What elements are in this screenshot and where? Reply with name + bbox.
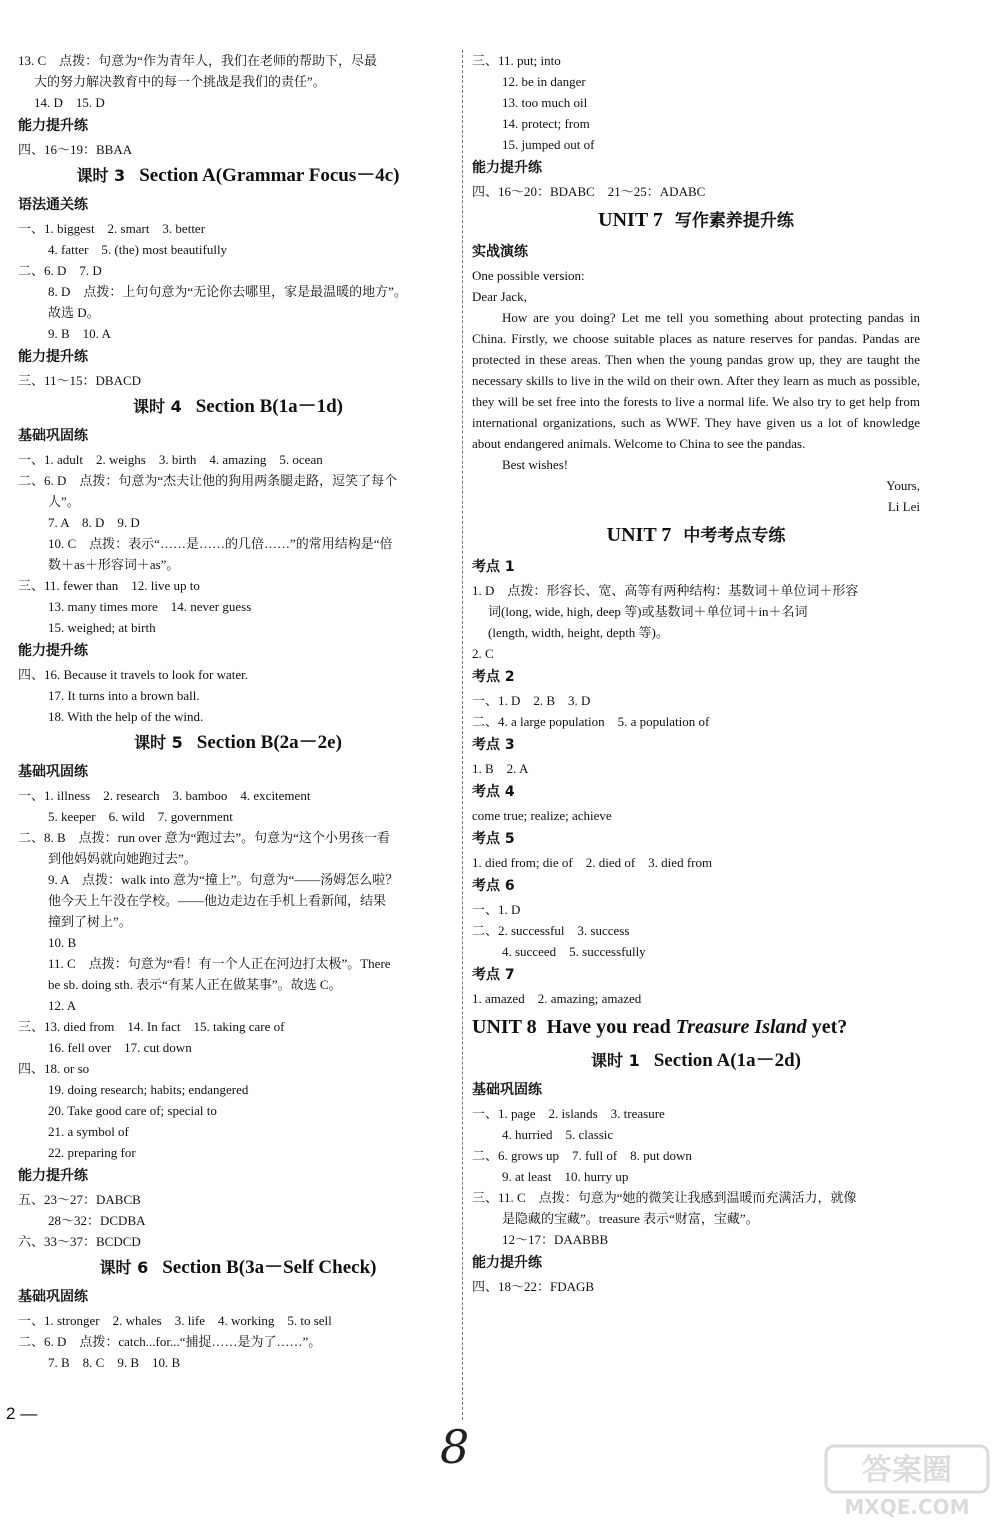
answer-line: 12～17：DAABBB xyxy=(502,1232,609,1247)
answer-line: 到他妈妈就向她跑过去”。 xyxy=(48,851,197,866)
answer-line: 四、16～20：BDABC 21～25：ADABC xyxy=(472,184,706,199)
answer-line: 二、6. D 点拨：catch...for...“捕捉……是为了……”。 xyxy=(18,1334,322,1349)
answer-line: 二、6. D 点拨：句意为“杰夫让他的狗用两条腿走路，逗笑了每个 xyxy=(18,473,398,488)
left-column xyxy=(18,50,458,1373)
answer-line: 12. A xyxy=(48,998,77,1013)
letter-closing: Best wishes! xyxy=(502,457,569,472)
section-heading: 基础巩固练 xyxy=(18,428,88,444)
lesson-section: Section A(Grammar Focus－4c) xyxy=(139,165,400,186)
lesson-section: Section A(1a－2d) xyxy=(653,1050,801,1071)
answer-line: 故选 D。 xyxy=(48,305,100,320)
exam-point-heading: 考点 4 xyxy=(472,784,515,800)
answer-line: 六、33～37：BCDCD xyxy=(18,1234,141,1249)
answer-line: 4. fatter 5. (the) most beautifully xyxy=(48,242,228,257)
answer-line: 16. fell over 17. cut down xyxy=(48,1040,192,1055)
lesson-section: Section B(3a－Self Check) xyxy=(162,1257,377,1278)
answer-line: 15. jumped out of xyxy=(502,137,595,152)
unit-title xyxy=(472,517,920,554)
answer-line: 一、1. D 2. B 3. D xyxy=(472,693,591,708)
exam-point-heading: 考点 2 xyxy=(472,669,515,685)
answer-line: 19. doing research; habits; endangered xyxy=(48,1082,249,1097)
answer-line: 14. D 15. D xyxy=(34,95,105,110)
answer-line: come true; realize; achieve xyxy=(472,808,612,823)
answer-line: 撞到了树上”。 xyxy=(48,914,132,929)
letter-intro: One possible version: xyxy=(472,268,585,283)
answer-line: 15. weighed; at birth xyxy=(48,620,156,635)
answer-line: 一、1. illness 2. research 3. bamboo 4. excitement xyxy=(18,788,311,803)
section-heading: 语法通关练 xyxy=(18,197,88,213)
answer-line: 三、11. fewer than 12. live up to xyxy=(18,578,200,593)
answer-line: 11. C 点拨：句意为“看！有一个人正在河边打太极”。There xyxy=(48,956,391,971)
answer-line: 9. at least 10. hurry up xyxy=(502,1169,629,1184)
answer-line: 4. succeed 5. successfully xyxy=(502,944,646,959)
answer-line: 一、1. biggest 2. smart 3. better xyxy=(18,221,206,236)
answer-line: 大的努力解决教育中的每一个挑战是我们的责任”。 xyxy=(34,74,326,89)
unit-title xyxy=(472,202,920,239)
answer-line: 1. B 2. A xyxy=(472,761,529,776)
answer-line: 三、11～15：DBACD xyxy=(18,373,142,388)
answer-line: 五、23～27：DABCB xyxy=(18,1192,141,1207)
answer-line: (length, width, height, depth 等)。 xyxy=(488,625,669,640)
unit-number: UNIT 8 xyxy=(472,1016,537,1038)
answer-line: 四、18. or so xyxy=(18,1061,90,1076)
watermark-text: 答案圈 xyxy=(862,1453,952,1488)
answer-line: 18. With the help of the wind. xyxy=(48,709,204,724)
letter-body: How are you doing? Let me tell you something about protecting pandas in China. Firstly, we choose suitable places as nature reserves for pandas. Pandas are protected in these areas. Then when the young pandas grow up, they are taught the necessary skills to live in the wild on their own. After they learn as much as possible, they will be set free into the forests to live a normal life. We also try to get help from international organizations, such as WWF. They have given us a lot of knowledge about endangered animals. Welcome to China to see the pandas. xyxy=(472,310,920,451)
answer-line: 7. B 8. C 9. B 10. B xyxy=(48,1355,181,1370)
letter-signer: Li Lei xyxy=(887,499,920,514)
answer-line: 1. D 点拨：形容长、宽、高等有两种结构：基数词＋单位词＋形容 xyxy=(472,583,859,598)
unit-title-part: yet? xyxy=(806,1016,848,1038)
answer-line: 10. B xyxy=(48,935,77,950)
lesson-title xyxy=(18,391,458,423)
answer-line: 二、2. successful 3. success xyxy=(472,923,630,938)
exam-point-heading: 考点 6 xyxy=(472,878,515,894)
answer-line: 14. protect; from xyxy=(502,116,590,131)
exam-point-heading: 考点 5 xyxy=(472,831,515,847)
answer-line: 13. C 点拨：句意为“作为青年人，我们在老师的帮助下，尽最 xyxy=(18,53,377,68)
answer-line: 9. A 点拨：walk into 意为“撞上”。句意为“——汤姆怎么啦？ xyxy=(48,872,399,887)
answer-line: 21. a symbol of xyxy=(48,1124,129,1139)
lesson-section: Section B(2a－2e) xyxy=(196,732,342,753)
answer-line: 一、1. stronger 2. whales 3. life 4. working 5. to sell xyxy=(18,1313,332,1328)
right-column xyxy=(472,50,920,1297)
answer-line: 一、1. D xyxy=(472,902,521,917)
lesson-number: 课时 3 xyxy=(76,166,126,185)
answer-line: 22. preparing for xyxy=(48,1145,136,1160)
lesson-number: 课时 6 xyxy=(99,1258,149,1277)
answer-line: 1. amazed 2. amazing; amazed xyxy=(472,991,642,1006)
lesson-number: 课时 4 xyxy=(133,397,182,416)
answer-line: 2. C xyxy=(472,646,494,661)
watermark-logo xyxy=(822,1442,992,1520)
lesson-title xyxy=(18,727,458,759)
answer-line: 10. C 点拨：表示“……是……的几倍……”的常用结构是“倍 xyxy=(48,536,393,551)
answer-line: 四、18～22：FDAGB xyxy=(472,1279,595,1294)
answer-line: 他今天上午没在学校。——他边走边在手机上看新闻，结果 xyxy=(48,893,387,908)
section-heading: 基础巩固练 xyxy=(18,1289,88,1305)
exam-point-heading: 考点 7 xyxy=(472,967,515,983)
watermark-url: MXQE.COM xyxy=(844,1495,970,1519)
exam-point-heading: 考点 1 xyxy=(472,559,515,575)
lesson-section: Section B(1a－1d) xyxy=(195,396,343,417)
section-heading: 基础巩固练 xyxy=(18,764,88,780)
letter-yours: Yours, xyxy=(886,478,920,493)
section-heading: 实战演练 xyxy=(472,244,528,260)
answer-line: 三、13. died from 14. In fact 15. taking care of xyxy=(18,1019,285,1034)
lesson-title xyxy=(18,1252,458,1284)
answer-line: 人”。 xyxy=(48,494,80,509)
answer-line: 5. keeper 6. wild 7. government xyxy=(48,809,233,824)
answer-line: 一、1. adult 2. weighs 3. birth 4. amazing 5. ocean xyxy=(18,452,323,467)
section-heading: 基础巩固练 xyxy=(472,1082,542,1098)
answer-line: 四、16. Because it travels to look for water. xyxy=(18,667,248,682)
answer-line: 13. many times more 14. never guess xyxy=(48,599,252,614)
answer-line: 二、4. a large population 5. a population of xyxy=(472,714,710,729)
section-heading: 能力提升练 xyxy=(472,1255,542,1271)
letter-salutation: Dear Jack, xyxy=(472,289,527,304)
unit-title-part: Have you read xyxy=(546,1016,676,1038)
answer-line: 一、1. page 2. islands 3. treasure xyxy=(472,1106,665,1121)
answer-line: 7. A 8. D 9. D xyxy=(48,515,140,530)
answer-line: 二、6. D 7. D xyxy=(18,263,102,278)
answer-line: 是隐藏的宝藏”。treasure 表示“财富，宝藏”。 xyxy=(502,1211,759,1226)
answer-line: 8. D 点拨：上句句意为“无论你去哪里，家是最温暖的地方”。 xyxy=(48,284,407,299)
answer-line: 12. be in danger xyxy=(502,74,586,89)
lesson-title xyxy=(472,1045,920,1077)
unit-8-title xyxy=(472,1009,920,1045)
unit-subtitle: 写作素养提升练 xyxy=(674,211,794,231)
unit-subtitle: 中考考点专练 xyxy=(683,526,786,546)
section-heading: 能力提升练 xyxy=(472,160,542,176)
answer-line: 13. too much oil xyxy=(502,95,588,110)
answer-line: 三、11. put; into xyxy=(472,53,561,68)
section-heading: 能力提升练 xyxy=(18,643,88,659)
answer-line: 9. B 10. A xyxy=(48,326,111,341)
answer-line: 1. died from; die of 2. died of 3. died from xyxy=(472,855,713,870)
answer-line: 数＋as＋形容词＋as”。 xyxy=(48,557,180,572)
answer-line: 三、11. C 点拨：句意为“她的微笑让我感到温暖而充满活力，就像 xyxy=(472,1190,857,1205)
page-number: 2 — xyxy=(6,1404,37,1424)
section-heading: 能力提升练 xyxy=(18,1168,88,1184)
lesson-number: 课时 5 xyxy=(134,733,183,752)
answer-line: 词(long, wide, high, deep 等)或基数词＋单位词＋in＋名词 xyxy=(488,604,808,619)
section-heading: 能力提升练 xyxy=(18,118,88,134)
section-heading: 能力提升练 xyxy=(18,349,88,365)
answer-line: 17. It turns into a brown ball. xyxy=(48,688,200,703)
answer-line: 4. hurried 5. classic xyxy=(502,1127,614,1142)
book-title: Treasure Island xyxy=(675,1016,807,1038)
lesson-number: 课时 1 xyxy=(591,1051,640,1070)
sample-letter xyxy=(472,265,920,517)
answer-line: 20. Take good care of; special to xyxy=(48,1103,217,1118)
lesson-title xyxy=(18,160,458,192)
column-divider xyxy=(462,50,463,1420)
unit-number: UNIT 7 xyxy=(606,524,672,546)
answer-line: 28～32：DCDBA xyxy=(48,1213,146,1228)
unit-number: UNIT 7 xyxy=(598,209,663,231)
answer-line: 四、16～19：BBAA xyxy=(18,142,133,157)
exam-point-heading: 考点 3 xyxy=(472,737,515,753)
answer-line: 二、8. B 点拨：run over 意为“跑过去”。句意为“这个小男孩一看 xyxy=(18,830,390,845)
answer-line: be sb. doing sth. 表示“有某人正在做某事”。故选 C。 xyxy=(48,977,342,992)
handwritten-mark: 8 xyxy=(440,1420,470,1474)
answer-line: 二、6. grows up 7. full of 8. put down xyxy=(472,1148,692,1163)
